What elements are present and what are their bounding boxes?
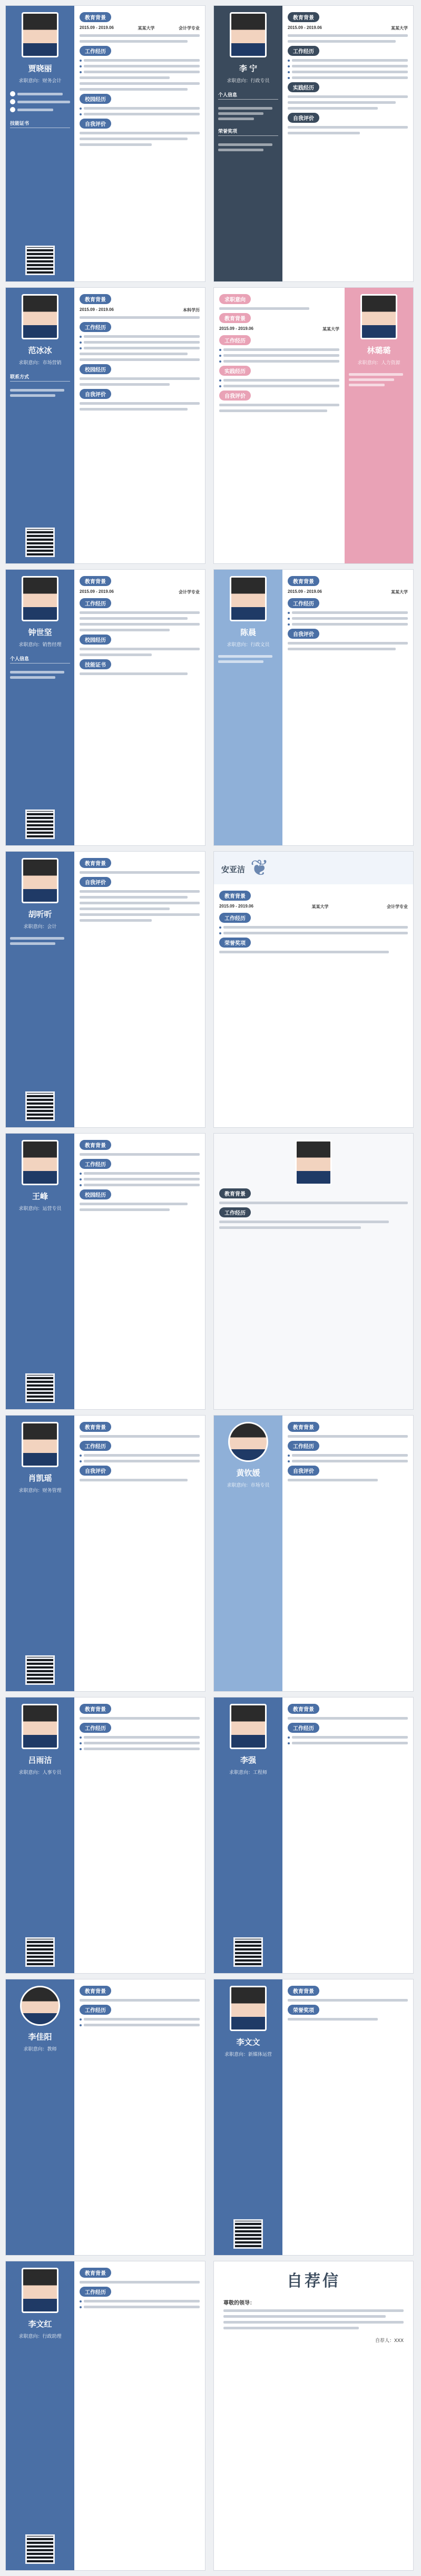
section-title-work: 工作经历 [219,335,251,345]
section-title-campus: 校园经历 [80,1189,111,1199]
sidebar [6,1697,74,1973]
section-title-practice: 实践经历 [288,82,319,92]
section-title-self: 自我评价 [288,629,319,639]
avatar [230,12,267,57]
greeting: 尊敬的领导： [223,2300,255,2306]
candidate-name: 贾晓丽 [28,64,52,73]
avatar [22,1422,58,1467]
section-title-work: 工作经历 [80,2005,111,2015]
resume-card-2[interactable]: 李 宁 求职意向：行政专员 个人信息 荣誉奖项 教育背景 2015.09 - 2019.06 某某大学 工作经历 实践经历 自我评价 [213,5,414,282]
qr-code [25,809,55,839]
qr-code [233,1937,263,1967]
mail-icon [10,99,15,104]
avatar [22,576,58,621]
resume-card-15[interactable] [5,1979,205,2256]
resume-card-9[interactable] [5,1133,205,1410]
candidate-name: 肖凯瑶 [28,1474,52,1483]
section-title-edu: 教育背景 [80,1140,111,1150]
section-title-work: 工作经历 [80,1723,111,1733]
candidate-role: 求职意向：市场营销 [18,360,62,365]
candidate-role: 求职意向：销售经理 [18,642,62,647]
section-title-work: 工作经历 [288,1723,319,1733]
candidate-role: 求职意向：财务会计 [18,78,62,83]
section-title-edu: 教育背景 [288,576,319,586]
resume-card-11[interactable] [5,1415,205,1692]
section-title-intent: 求职意向 [219,294,251,304]
candidate-role: 求职意向：行政助理 [18,2334,62,2339]
avatar [20,1986,60,2026]
tree-icon: ❦ [250,855,269,880]
section-title-work: 工作经历 [288,1441,319,1451]
sidebar [6,1134,74,1409]
cover-letter-card[interactable] [213,2261,414,2571]
qr-code [25,1373,55,1403]
location-icon [10,107,15,112]
resume-card-6[interactable]: 陈晨 求职意向：行政文员 教育背景 2015.09 - 2019.06 某某大学 工作经历 自我评价 [213,569,414,846]
section-title-practice: 实践经历 [219,366,251,376]
candidate-role: 求职意向：行政文员 [227,642,270,647]
resume-card-13[interactable] [5,1697,205,1974]
avatar [295,1140,332,1185]
candidate-role: 求职意向：市场专员 [227,1482,270,1488]
section-title-edu: 教育背景 [288,1986,319,1996]
section-title-work: 工作经历 [80,1159,111,1169]
resume-card-10[interactable] [213,1133,414,1410]
resume-card-7[interactable] [5,851,205,1128]
candidate-role: 求职意向：新媒体运营 [224,2052,272,2057]
section-title-self: 自我评价 [80,389,111,399]
candidate-name: 李佳阳 [28,2033,52,2042]
sidebar [214,1979,282,2255]
candidate-name: 吕雨洁 [28,1756,52,1765]
avatar [22,294,58,339]
section-title-campus: 校园经历 [80,635,111,645]
section-title-edu: 教育背景 [80,1422,111,1432]
section-title-edu: 教育背景 [80,12,111,22]
avatar [360,294,397,339]
candidate-role: 求职意向：工程师 [229,1770,267,1775]
section-title-edu: 教育背景 [80,294,111,304]
sidebar [6,570,74,845]
sidebar [6,1979,74,2255]
section-title-edu: 教育背景 [219,1188,251,1198]
candidate-name: 李 宁 [239,64,258,73]
sidebar [6,288,74,563]
section-title-work: 工作经历 [219,1207,251,1217]
section-title-skills: 技能证书 [10,120,70,128]
section-title-info: 个人信息 [10,655,70,663]
section-title-info: 个人信息 [218,91,278,100]
resume-card-14[interactable] [213,1697,414,1974]
candidate-role: 求职意向：行政专员 [227,78,270,83]
candidate-name: 陈晨 [240,628,256,637]
section-title-honor: 荣誉奖项 [218,128,278,136]
section-title-edu: 教育背景 [288,1422,319,1432]
section-title-edu: 教育背景 [288,12,319,22]
section-title-work: 工作经历 [288,598,319,608]
section-title-campus: 校园经历 [80,364,111,374]
section-title-edu: 教育背景 [80,1704,111,1714]
section-title-work: 工作经历 [219,913,251,923]
section-title-work: 工作经历 [80,46,111,56]
sidebar [6,2261,74,2570]
candidate-role: 求职意向：人力资源 [357,360,400,365]
section-title-self: 自我评价 [219,391,251,401]
avatar [230,576,267,621]
phone-icon [10,91,15,96]
section-title-self: 自我评价 [288,113,319,123]
section-title-contact: 联系方式 [10,373,70,382]
qr-code [25,1091,55,1121]
section-title-edu: 教育背景 [80,1986,111,1996]
candidate-name: 王峰 [32,1192,48,1201]
sidebar [214,6,282,281]
sidebar [6,1416,74,1691]
section-title-edu: 教育背景 [219,313,251,323]
qr-code [233,2219,263,2249]
avatar [22,2268,58,2313]
candidate-name: 范冰冰 [28,346,52,355]
candidate-name: 钟世坚 [28,628,52,637]
qr-code [25,1937,55,1967]
avatar [22,12,58,57]
resume-card-17[interactable] [5,2261,205,2571]
candidate-name: 安亚洁 [221,865,246,874]
section-title-self: 自我评价 [80,119,111,129]
qr-code [25,528,55,557]
resume-card-5[interactable]: 钟世坚 求职意向：销售经理 个人信息 教育背景 2015.09 - 2019.06 会计学专业 工作经历 校园经历 技能证书 [5,569,205,846]
section-title-self: 自我评价 [80,877,111,887]
candidate-role: 求职意向：运营专员 [18,1206,62,1211]
section-title-work: 工作经历 [80,2287,111,2297]
candidate-name: 林璐璐 [367,346,391,355]
avatar [230,1704,267,1749]
candidate-role: 求职意向：会计 [23,924,57,929]
section-title-edu: 教育背景 [80,858,111,868]
section-title-honor: 荣誉奖项 [219,938,251,948]
resume-card-16[interactable] [213,1979,414,2256]
candidate-name: 李文红 [28,2320,52,2329]
section-title-edu: 教育背景 [80,576,111,586]
resume-card-4[interactable]: 林璐璐 求职意向：人力资源 求职意向 教育背景 2015.09 - 2019.06 某某大学 工作经历 实践经历 自我评价 [213,287,414,564]
section-title-honor: 荣誉奖项 [288,2005,319,2015]
sidebar [214,1697,282,1973]
qr-code [25,2534,55,2564]
candidate-role: 求职意向：教师 [23,2046,57,2052]
section-title-campus: 校园经历 [80,94,111,104]
resume-card-1[interactable]: 贾晓丽 求职意向：财务会计 技能证书 教育背景 2015.09 - 2019.06 某某大学 会计学专业 工作经历 校园经历 自我评价 [5,5,205,282]
section-title-skills: 技能证书 [80,659,111,669]
section-title-self: 自我评价 [288,1466,319,1476]
section-title-work: 工作经历 [80,1441,111,1451]
cover-letter-title: 自荐信 [287,2272,340,2290]
sidebar [214,570,282,845]
candidate-name: 胡听听 [28,910,52,919]
resume-card-8[interactable]: 安亚洁 ❦ 教育背景 2015.09 - 2019.06 某某大学 会计学专业 工作经历 荣誉奖项 [213,851,414,1128]
resume-card-3[interactable]: 范冰冰 求职意向：市场营销 联系方式 教育背景 2015.09 - 2019.06 本科学历 工作经历 校园经历 自我评价 [5,287,205,564]
section-title-work: 工作经历 [288,46,319,56]
candidate-role: 求职意向：人事专员 [18,1770,62,1775]
sidebar [345,288,413,563]
qr-code [25,1655,55,1685]
candidate-name: 李文文 [236,2038,260,2047]
section-title-self: 自我评价 [80,1466,111,1476]
qr-code [25,246,55,275]
avatar [22,858,58,903]
sidebar [6,852,74,1127]
section-title-edu: 教育背景 [80,2268,111,2278]
avatar [22,1704,58,1749]
avatar [228,1422,268,1462]
avatar [230,1986,267,2031]
section-title-work: 工作经历 [80,322,111,332]
candidate-name: 黄钦媛 [236,1469,260,1478]
candidate-name: 李强 [240,1756,256,1765]
candidate-role: 求职意向：财务管理 [18,1488,62,1493]
section-title-work: 工作经历 [80,598,111,608]
signature: 自荐人：XXX [375,2338,404,2343]
section-title-edu: 教育背景 [219,891,251,901]
resume-card-12[interactable] [213,1415,414,1692]
avatar [22,1140,58,1185]
section-title-edu: 教育背景 [288,1704,319,1714]
sidebar [6,6,74,281]
sidebar [214,1416,282,1691]
